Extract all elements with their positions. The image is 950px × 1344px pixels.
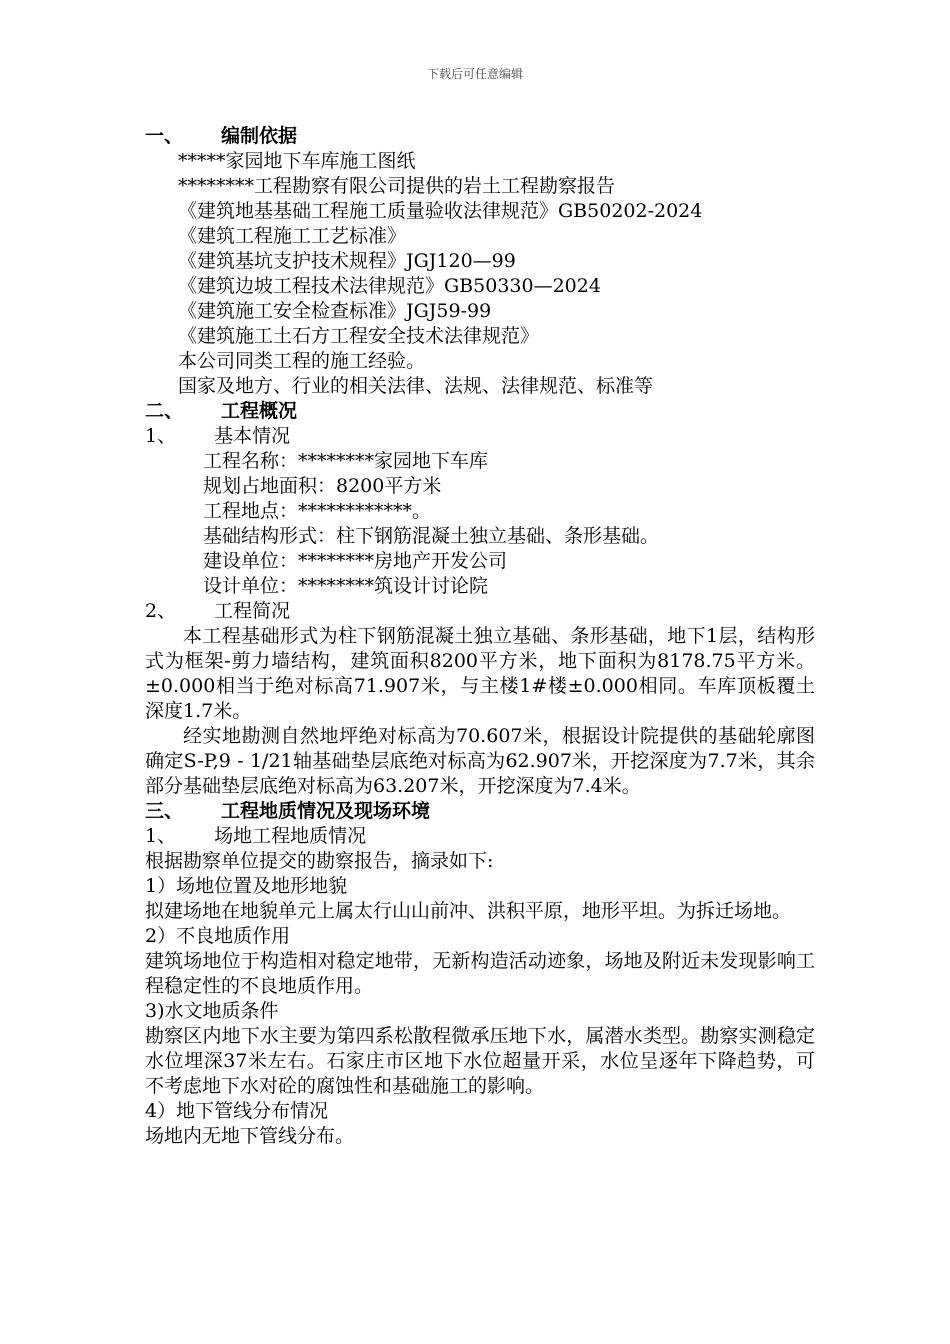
item-heading: 4）地下管线分布情况 (145, 1100, 329, 1122)
info-row: 设计单位：********筑设计讨论院 (203, 575, 489, 597)
subsection-heading (145, 424, 815, 449)
section-title: 工程地质情况及现场环境 (221, 800, 431, 822)
info-row: 建设单位：********房地产开发公司 (203, 550, 508, 572)
list-item: 《建筑工程施工工艺标准》 (178, 225, 407, 247)
subsection-number: 1、 (145, 825, 177, 847)
section-number: 二、 (145, 400, 184, 422)
info-row: 基础结构形式：柱下钢筋混凝土独立基础、条形基础。 (203, 525, 660, 547)
list-item: 《建筑施工安全检查标准》JGJ59-99 (178, 300, 492, 322)
document-body (145, 124, 815, 1149)
info-row: 规划占地面积：8200平方米 (203, 475, 442, 497)
section-number: 三、 (145, 800, 184, 822)
paragraph: 勘察区内地下水主要为第四系松散程微承压地下水，属潜水类型。勘察实测稳定水位埋深37米左右。石家庄市区地下水位超量开采，水位呈逐年下降趋势，可不考虑地下水对砼的腐蚀性和基础施工的影响。 (145, 1025, 815, 1097)
section-number: 一、 (145, 125, 184, 147)
item-heading: 2）不良地质作用 (145, 925, 291, 947)
section-heading (145, 799, 815, 824)
page-header: 下载后可任意编辑 (426, 67, 523, 81)
paragraph: 经实地勘测自然地坪绝对标高为70.607米，根据设计院提供的基础轮廓图确定S-P,9 - 1/21轴基础垫层底绝对标高为62.907米，开挖深度为7.7米，其余部分基础垫层底绝对标高为63.207米，开挖深度为7.4米。 (145, 725, 815, 797)
item-heading: 3)水文地质条件 (145, 1000, 279, 1022)
subsection-title: 基本情况 (214, 425, 291, 447)
paragraph: 场地内无地下管线分布。 (145, 1125, 355, 1147)
paragraph: 根据勘察单位提交的勘察报告，摘录如下: (145, 850, 494, 872)
subsection-title: 工程简况 (214, 600, 291, 622)
subsection-number: 2、 (145, 600, 177, 622)
list-item: *****家园地下车库施工图纸 (178, 150, 416, 172)
subsection-heading (145, 824, 815, 849)
paragraph: 本工程基础形式为柱下钢筋混凝土独立基础、条形基础，地下1层，结构形式为框架-剪力墙结构，建筑面积8200平方米，地下面积为8178.75平方米。±0.000相当于绝对标高71.907米，与主楼1#楼±0.000相同。车库顶板覆土深度1.7米。 (145, 625, 815, 722)
section-title: 工程概况 (221, 400, 298, 422)
list-item: 《建筑边坡工程技术法律规范》GB50330—2024 (178, 275, 601, 297)
info-row: 工程地点：************。 (203, 500, 432, 522)
paragraph: 拟建场地在地貌单元上属太行山山前冲、洪积平原，地形平坦。为拆迁场地。 (145, 900, 792, 922)
subsection-number: 1、 (145, 425, 177, 447)
list-item: 《建筑基坑支护技术规程》JGJ120—99 (178, 250, 516, 272)
section-heading (145, 399, 815, 424)
list-item: 《建筑地基基础工程施工质量验收法律规范》GB50202-2024 (178, 200, 703, 222)
list-item: 《建筑施工土石方工程安全技术法律规范》 (178, 325, 540, 347)
item-heading: 1）场地位置及地形地貌 (145, 875, 348, 897)
section-heading (145, 124, 815, 149)
list-item: 国家及地方、行业的相关法律、法规、法律规范、标准等 (178, 375, 654, 397)
list-item: 本公司同类工程的施工经验。 (178, 350, 426, 372)
info-row: 工程名称：********家园地下车库 (203, 450, 489, 472)
section-title: 编制依据 (221, 125, 298, 147)
subsection-heading (145, 599, 815, 624)
paragraph: 建筑场地位于构造相对稳定地带，无新构造活动迹象，场地及附近未发现影响工程稳定性的不良地质作用。 (145, 950, 815, 997)
subsection-title: 场地工程地质情况 (214, 825, 367, 847)
list-item: ********工程勘察有限公司提供的岩土工程勘察报告 (178, 175, 616, 197)
